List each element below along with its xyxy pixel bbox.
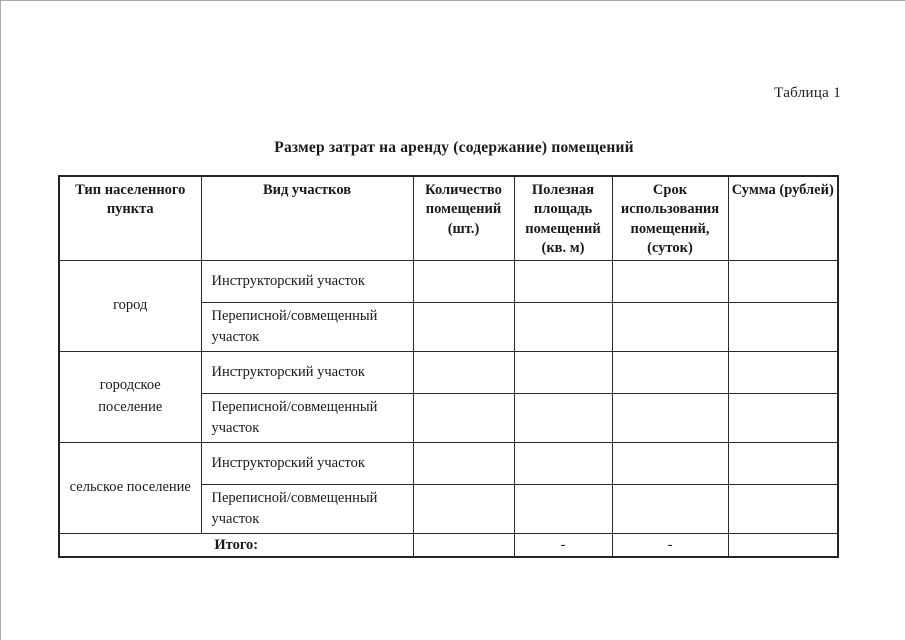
table-row — [59, 352, 838, 394]
header-settlement-type: Тип населенного пункта — [59, 176, 201, 261]
plot-kind-cell: Инструкторский участок — [201, 443, 413, 485]
room-count-cell — [413, 394, 514, 443]
total-usage-period-cell: - — [612, 534, 728, 558]
room-count-cell — [413, 261, 514, 303]
sum-cell — [728, 303, 838, 352]
header-room-count: Количество помещений (шт.) — [413, 176, 514, 261]
sum-cell — [728, 485, 838, 534]
total-room-count-cell — [413, 534, 514, 558]
room-count-cell — [413, 485, 514, 534]
total-label-cell: Итого: — [59, 534, 413, 558]
useful-area-cell — [514, 443, 612, 485]
rent-cost-table — [58, 175, 839, 558]
room-count-cell — [413, 303, 514, 352]
plot-kind-cell: Переписной/совмещенный участок — [201, 303, 413, 352]
document-title: Размер затрат на аренду (содержание) помещений — [274, 139, 634, 156]
header-usage-period: Срок использования помещений, (суток) — [612, 176, 728, 261]
useful-area-cell — [514, 485, 612, 534]
sum-cell — [728, 352, 838, 394]
header-sum: Сумма (рублей) — [728, 176, 838, 261]
useful-area-cell — [514, 261, 612, 303]
total-row — [59, 534, 838, 558]
settlement-type-cell: сельское поселение — [59, 443, 201, 534]
table-number-caption: Таблица 1 — [774, 85, 841, 101]
usage-period-cell — [612, 443, 728, 485]
plot-kind-cell: Переписной/совмещенный участок — [201, 485, 413, 534]
useful-area-cell — [514, 394, 612, 443]
table-row — [59, 261, 838, 303]
usage-period-cell — [612, 303, 728, 352]
table-row — [59, 443, 838, 485]
settlement-type-cell: городское поселение — [59, 352, 201, 443]
settlement-type-cell: город — [59, 261, 201, 352]
usage-period-cell — [612, 485, 728, 534]
sum-cell — [728, 394, 838, 443]
useful-area-cell — [514, 303, 612, 352]
useful-area-cell — [514, 352, 612, 394]
usage-period-cell — [612, 352, 728, 394]
total-sum-cell — [728, 534, 838, 558]
sum-cell — [728, 443, 838, 485]
plot-kind-cell: Инструкторский участок — [201, 352, 413, 394]
usage-period-cell — [612, 261, 728, 303]
plot-kind-cell: Переписной/совмещенный участок — [201, 394, 413, 443]
header-row — [59, 176, 838, 261]
header-plot-kind: Вид участков — [201, 176, 413, 261]
usage-period-cell — [612, 394, 728, 443]
room-count-cell — [413, 443, 514, 485]
plot-kind-cell: Инструкторский участок — [201, 261, 413, 303]
total-useful-area-cell: - — [514, 534, 612, 558]
room-count-cell — [413, 352, 514, 394]
sum-cell — [728, 261, 838, 303]
header-useful-area: Полезная площадь помещений (кв. м) — [514, 176, 612, 261]
